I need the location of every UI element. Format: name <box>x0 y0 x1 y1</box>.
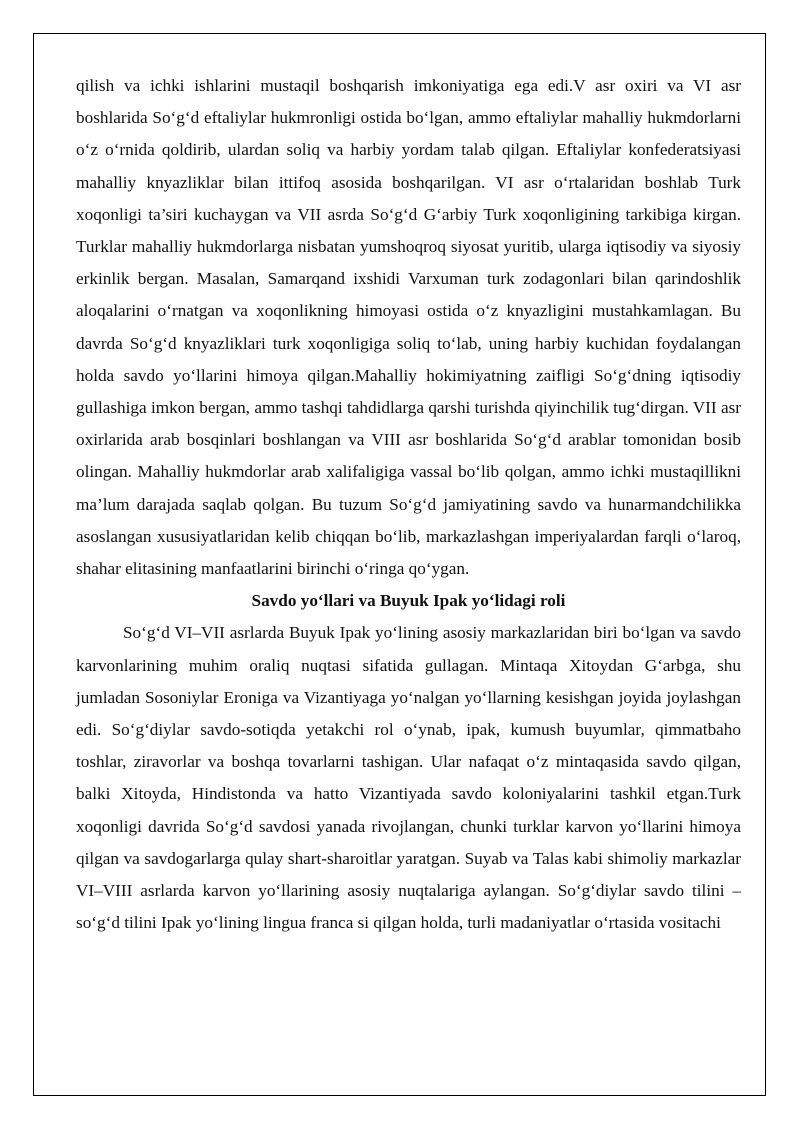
body-paragraph: qilish va ichki ishlarini mustaqil boshqarish imkoniyatiga ega edi.V asr oxiri va VI asr boshlarida So‘g‘d eftaliylar hukmronligi ostida bo‘lgan, ammo eftaliylar mahalliy hukmdorlarni o‘z o‘rnida qoldirib, ulardan soliq va harbiy yordam talab qilgan. Eftaliylar konfederatsiyasi mahalliy knyazliklar bilan ittifoq asosida boshqarilgan. VI asr o‘rtalaridan boshlab Turk xoqonligi ta’siri kuchaygan va VII asrda So‘g‘d G‘arbiy Turk xoqonligining tarkibiga kirgan. Turklar mahalliy hukmdorlarga nisbatan yumshoqroq siyosat yuritib, ularga iqtisodiy va siyosiy erkinlik bergan. Masalan, Samarqand ixshidi Varxuman turk zodagonlari bilan qarindoshlik aloqalarini o‘rnatgan va xoqonlikning himoyasi ostida o‘z knyazligini mustahkamlagan. Bu davrda So‘g‘d knyazliklari turk xoqonligiga soliq to‘lab, uning harbiy kuchidan foydalangan holda savdo yo‘llarini himoya qilgan.Mahalliy hokimiyatning zaifligi So‘g‘dning iqtisodiy gullashiga imkon bergan, ammo tashqi tahdidlarga qarshi turishda qiyinchilik tug‘dirgan. VII asr oxirlarida arab bosqinlari boshlangan va VIII asr boshlarida So‘g‘d arablar tomonidan bosib olingan. Mahalliy hukmdorlar arab xalifaligiga vassal bo‘lib qolgan, ammo ichki mustaqillikni ma’lum darajada saqlab qolgan. Bu tuzum So‘g‘d jamiyatining savdo va hunarmandchilikka asoslangan xususiyatlaridan kelib chiqqan bo‘lib, markazlashgan imperiyalardan farqli o‘laroq, shahar elitasining manfaatlarini birinchi o‘ringa qo‘ygan. <box>76 76 741 579</box>
document-body <box>76 70 741 939</box>
body-paragraph: So‘g‘d VI–VII asrlarda Buyuk Ipak yo‘lining asosiy markazlaridan biri bo‘lgan va savdo karvonlarining muhim oraliq nuqtasi sifatida gullagan. Mintaqa Xitoydan G‘arbga, shu jumladan Sosoniylar Eroniga va Vizantiyaga yo‘nalgan yo‘llarning kesishgan joyida joylashgan edi. So‘g‘diylar savdo-sotiqda yetakchi rol o‘ynab, ipak, kumush buyumlar, qimmatbaho toshlar, ziravorlar va boshqa tovarlarni tashigan. Ular nafaqat o‘z mintaqasida savdo qilgan, balki Xitoyda, Hindistonda va hatto Vizantiyada savdo koloniyalarini tashkil etgan.Turk xoqonligi davrida So‘g‘d savdosi yanada rivojlangan, chunki turklar karvon yo‘llarini himoya qilgan va savdogarlarga qulay shart-sharoitlar yaratgan. Suyab va Talas kabi shimoliy markazlar VI–VIII asrlarda karvon yo‘llarining asosiy nuqtalariga aylangan. So‘g‘diylar savdo tilini – so‘g‘d tilini Ipak yo‘lining lingua franca si qilgan holda, turli madaniyatlar o‘rtasida vositachi <box>76 623 741 933</box>
section-heading: Savdo yo‘llari va Buyuk Ipak yo‘lidagi roli <box>251 591 566 611</box>
